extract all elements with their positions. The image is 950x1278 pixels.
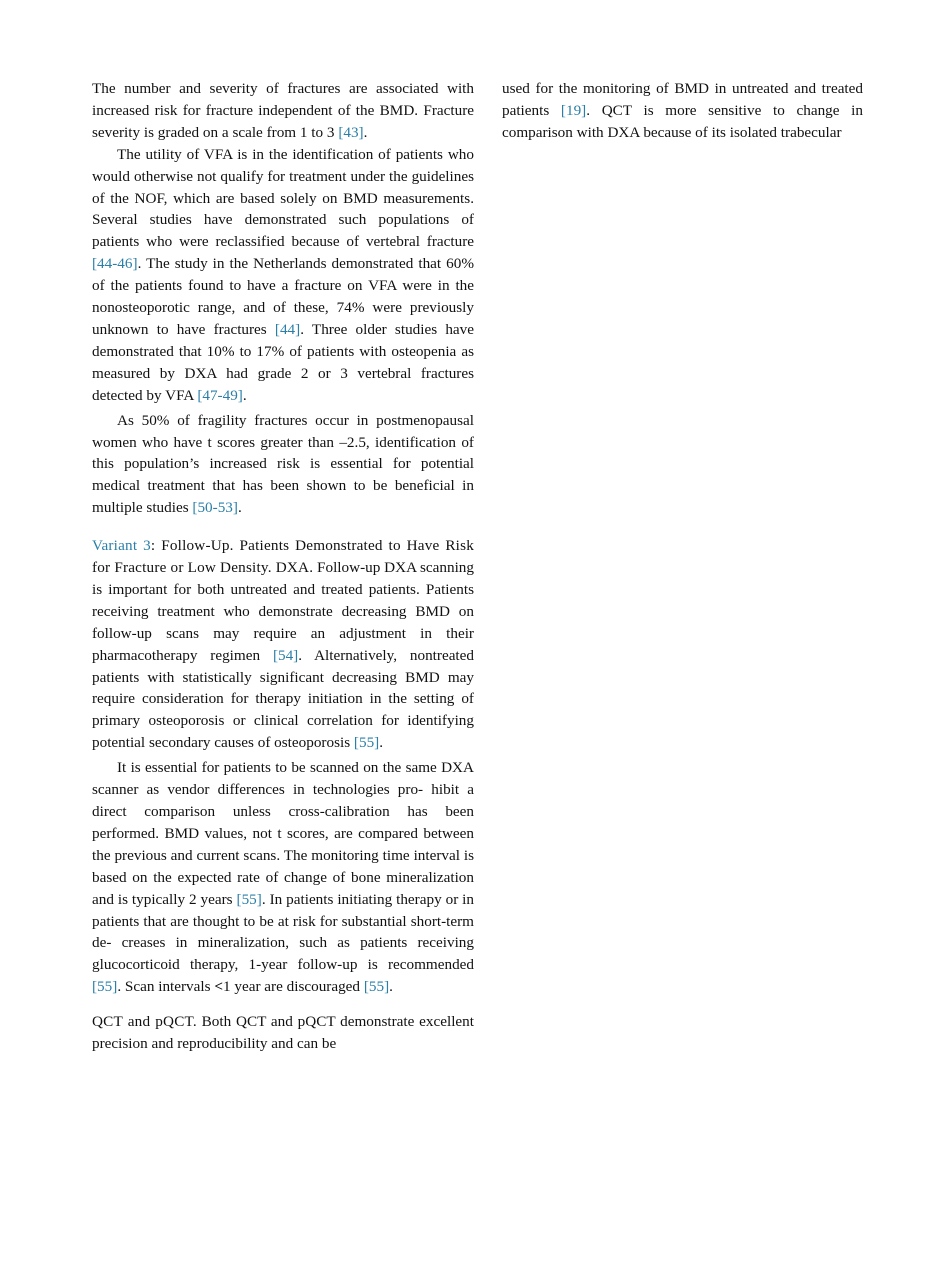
text: .: [242, 386, 247, 404]
paragraph-variant-3: [92, 535, 474, 754]
right-column: [502, 78, 863, 144]
section-heading: : Follow-Up. Patients Demonstrated to Have Risk for Fracture or Low Density. DXA.: [92, 537, 474, 577]
text: .: [363, 123, 368, 141]
text: . The study in the Netherlands demonstrated that 60% of the patients found to have a fracture on VFA were in the nonosteoporotic range, and of these, 74% were previously unknown to have fractures: [92, 255, 474, 338]
citation-link[interactable]: [43]: [338, 123, 364, 141]
text: As 50% of fragility fractures occur in postmenopausal women who have t scores greater than –2.5, identification of this population’s increased risk is essential for potential medical treatment that has been shown to be beneficial in multiple studies: [92, 411, 474, 517]
text: . QCT is more sensitive to change in comparison with DXA because of its isolated trabecular: [502, 101, 863, 141]
citation-link[interactable]: [54]: [272, 646, 299, 664]
citation-link[interactable]: [55]: [236, 890, 262, 908]
text: . Scan intervals: [117, 978, 215, 996]
paragraph-fragility-fractures: [92, 410, 474, 520]
text: .: [379, 734, 384, 752]
variant-link[interactable]: Variant 3: [92, 537, 151, 555]
text: . Three older studies have demonstrated that 10% to 17% of patients with osteopenia as measured by DXA had grade 2 or 3 vertebral fractures detected by VFA: [92, 320, 474, 404]
text: . Alternatively, nontreated patients with statistically significant decreasing BMD may require consideration for therapy initiation in the setting of primary osteoporosis or clinical correlation for identifying potential secondary causes of osteoporosis: [92, 646, 474, 752]
citation-link[interactable]: [19]: [560, 101, 587, 119]
text: 1 year are discouraged: [222, 978, 364, 996]
paragraph-qct: [92, 1011, 474, 1055]
text: The number and severity of fractures are associated with increased risk for fracture independent of the BMD. Fracture severity is graded on a scale from 1 to 3: [92, 80, 474, 141]
citation-link[interactable]: [55]: [353, 734, 380, 752]
text: It is essential for patients to be scanned on the same DXA scanner as vendor differences in technologies pro- hibit a direct comparison unless cross-calibration has been performed. BMD values, not t scores, are compared between the previous and current scans. The monitoring time interval is based on the expected rate of change of bone mineralization and is typically 2 years: [92, 759, 474, 908]
paragraph-fracture-severity: [92, 78, 474, 144]
citation-link[interactable]: [47-49]: [197, 386, 243, 404]
citation-link[interactable]: [55]: [92, 978, 118, 996]
citation-link[interactable]: [55]: [363, 978, 390, 996]
paragraph-vfa-utility: [92, 144, 474, 407]
text: Follow-up DXA scanning is important for both untreated and treated patients. Patients receiving treatment who demonstrate decreasing BMD on follow-up scans may require an adjustment in their pharmacotherapy regimen: [92, 559, 474, 664]
text: used for the monitoring of BMD in untreated and treated patients: [502, 80, 863, 119]
text: Both QCT and pQCT demonstrate excellent precision and reproducibility and can be: [92, 1013, 474, 1053]
left-column: [92, 78, 474, 1055]
citation-link[interactable]: [50-53]: [192, 499, 238, 517]
section-heading: QCT and pQCT.: [92, 1013, 197, 1031]
text: The utility of VFA is in the identification of patients who would otherwise not qualify for treatment under the guidelines of the NOF, which are based solely on BMD measurements. Several studies have demonstrated such populations of patients who were reclassified because of vertebral fracture: [92, 145, 474, 251]
text: . In patients initiating therapy or in patients that are thought to be at risk for substantial short-term de- creases in mineralization, such as patients receiving glucocorticoid therapy, 1-year follow-up is recommended: [92, 890, 474, 974]
citation-link[interactable]: [44-46]: [92, 255, 138, 273]
text: .: [237, 499, 242, 517]
less-than-symbol: <: [214, 978, 223, 996]
citation-link[interactable]: [44]: [274, 320, 301, 338]
paragraph-qct-monitoring: [502, 78, 863, 144]
text: .: [389, 978, 393, 996]
paragraph-dxa-scanner: [92, 757, 474, 998]
